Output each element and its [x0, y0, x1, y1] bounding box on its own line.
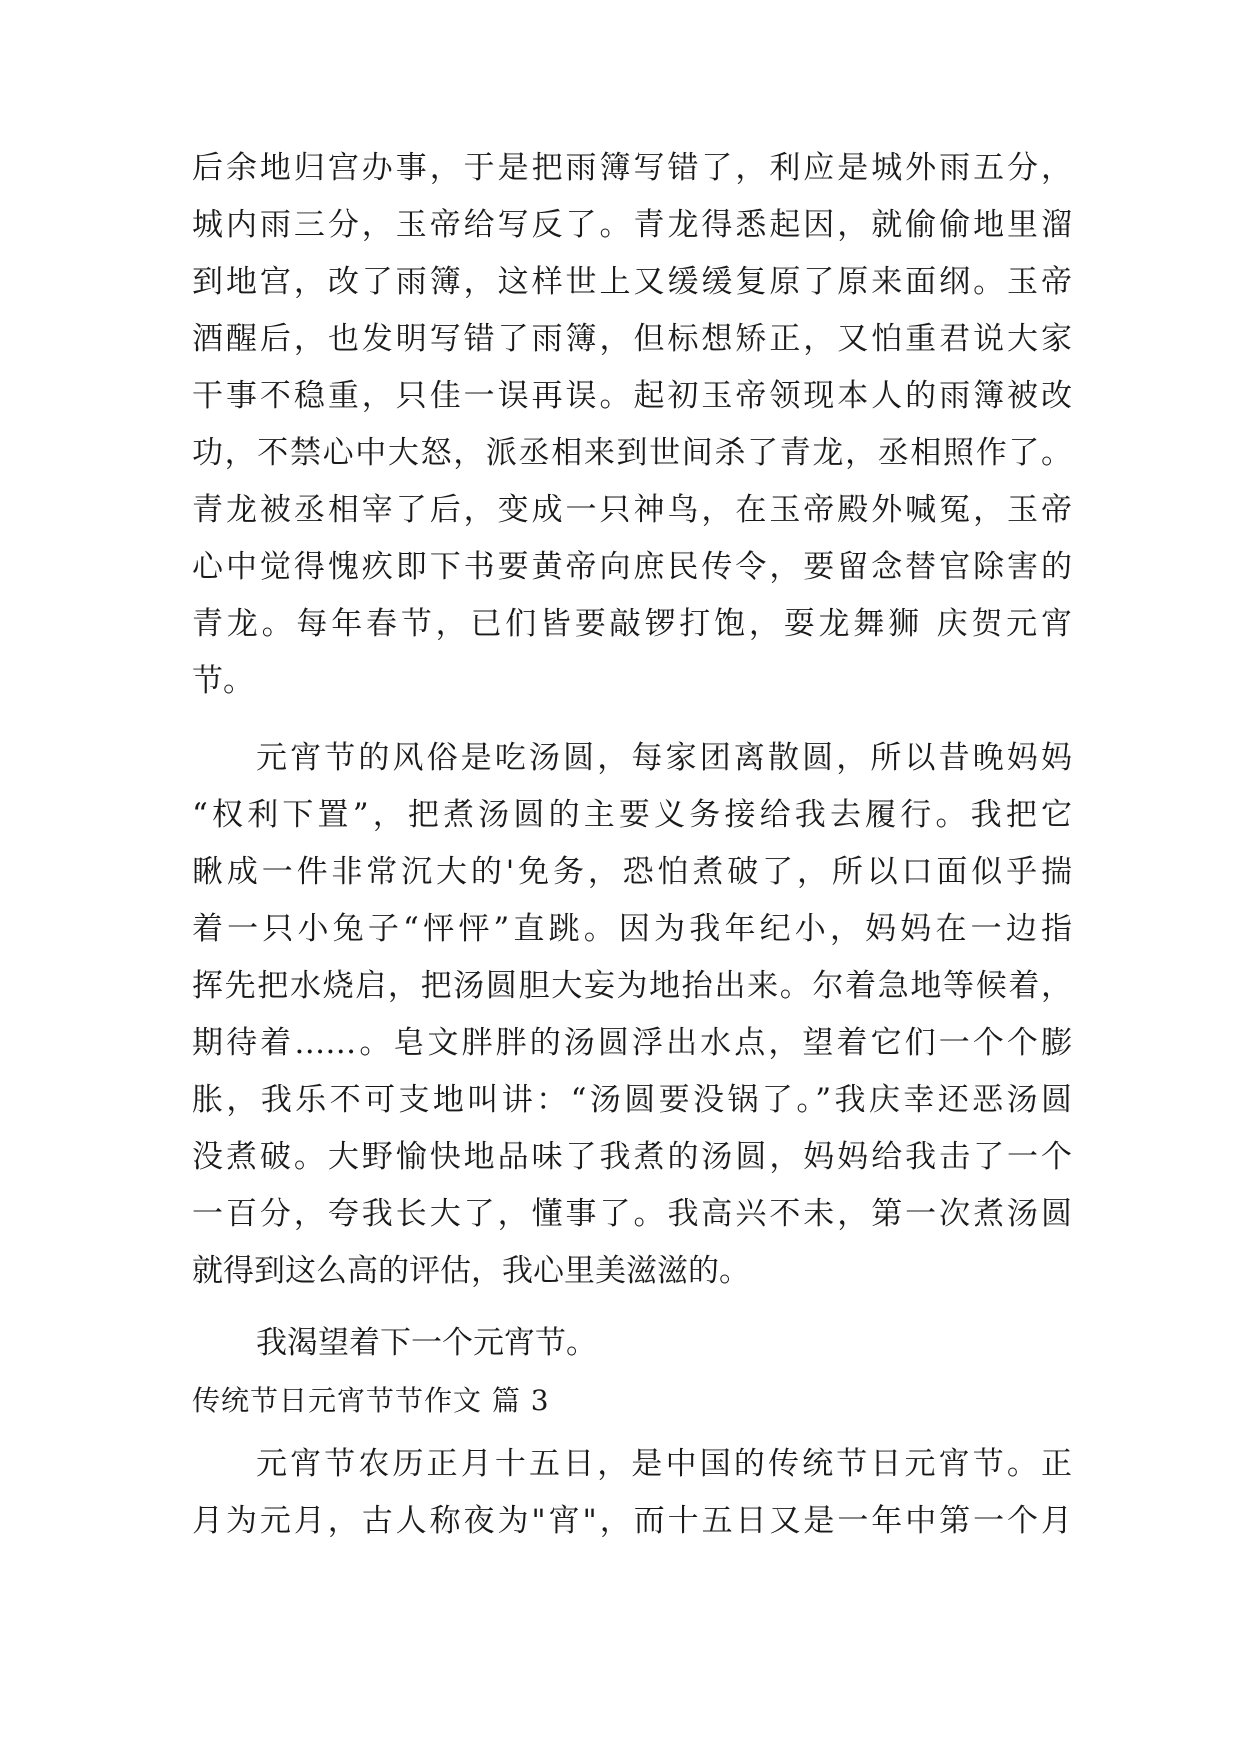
paragraph-1-line-2: 城内雨三分，玉帝给写反了。青龙得悉起因，就偷偷地里溜 — [192, 207, 1072, 243]
paragraph-1-line-5: 干事不稳重，只佳一误再误。起初玉帝领现本人的雨簿被改 — [192, 378, 1072, 414]
paragraph-2-line-2: “权利下置”，把煮汤圆的主要义务接给我去履行。我把它 — [192, 797, 1072, 833]
paragraph-2-line-9: 一百分，夸我长大了，懂事了。我高兴不未，第一次煮汤圆 — [192, 1196, 1072, 1232]
paragraph-1-line-7: 青龙被丞相宰了后，变成一只神鸟，在玉帝殿外喊冤，玉帝 — [192, 492, 1072, 528]
paragraph-1-line-1: 后余地归宫办事，于是把雨簿写错了，利应是城外雨五分， — [192, 150, 1072, 186]
paragraph-3-line-1: 我渴望着下一个元宵节。 — [256, 1325, 597, 1361]
paragraph-1-line-9: 青龙。每年春节，已们皆要敲锣打饱，耍龙舞狮 庆贺元宵 — [192, 606, 1072, 642]
paragraph-2-line-6: 期待着……。皂文胖胖的汤圆浮出水点，望着它们一个个膨 — [192, 1025, 1072, 1061]
paragraph-2-line-4: 着一只小兔子“怦怦”直跳。因为我年纪小，妈妈在一边指 — [192, 911, 1072, 947]
paragraph-4-line-2: 月为元月，古人称夜为"宵"，而十五日又是一年中第一个月 — [192, 1503, 1072, 1539]
paragraph-2-line-8: 没煮破。大野愉快地品味了我煮的汤圆，妈妈给我击了一个 — [192, 1139, 1072, 1175]
paragraph-2-line-5: 挥先把水烧启，把汤圆胆大妄为地抬出来。尔着急地等候着， — [192, 968, 1072, 1004]
paragraph-2-line-3: 瞅成一件非常沉大的'免务，恐怕煮破了，所以口面似乎揣 — [192, 854, 1072, 890]
paragraph-1-line-3: 到地宫，改了雨簿，这样世上又缓缓复原了原来面纲。玉帝 — [192, 264, 1072, 300]
paragraph-1-line-6: 功，不禁心中大怒，派丞相来到世间杀了青龙，丞相照作了。 — [192, 435, 1072, 471]
paragraph-2-line-7: 胀，我乐不可支地叫讲：“汤圆要没锅了。”我庆幸还恶汤圆 — [192, 1082, 1072, 1118]
paragraph-4-line-1: 元宵节农历正月十五日，是中国的传统节日元宵节。正 — [256, 1446, 1072, 1482]
paragraph-1-line-4: 酒醒后，也发明写错了雨簿，但标想矫正，又怕重君说大家 — [192, 321, 1072, 357]
section-heading: 传统节日元宵节节作文 篇 3 — [192, 1384, 550, 1417]
paragraph-1-line-10: 节。 — [192, 663, 254, 699]
paragraph-2-line-10: 就得到这么高的评估，我心里美滋滋的。 — [192, 1253, 750, 1289]
paragraph-1-line-8: 心中觉得愧疚即下书要黄帝向庶民传令，要留念替官除害的 — [192, 549, 1072, 585]
paragraph-2-line-1: 元宵节的风俗是吃汤圆，每家团离散圆，所以昔晚妈妈 — [256, 740, 1072, 776]
